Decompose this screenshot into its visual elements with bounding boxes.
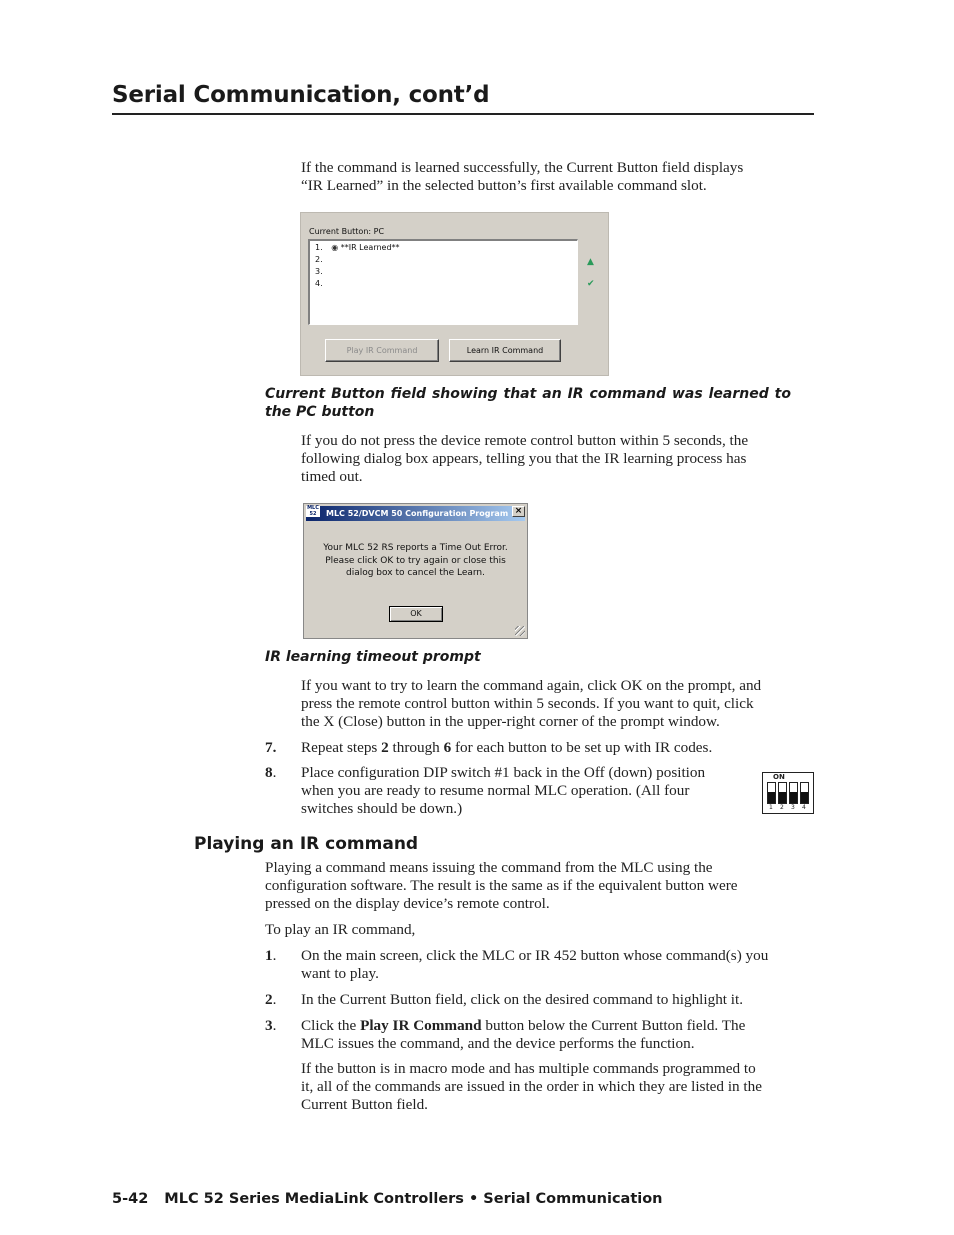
dip-label: 2 xyxy=(780,804,784,811)
dip-switch-3 xyxy=(789,782,798,804)
figure-caption-2: IR learning timeout prompt xyxy=(265,649,481,665)
step-3-number: 3. xyxy=(265,1017,277,1034)
move-up-icon[interactable]: ▲ xyxy=(587,257,594,267)
step-3-text: Click the Play IR Command button below the Current Button field. The MLC issues the command, and the device performs the function. xyxy=(301,1017,746,1052)
step-1-number: 1. xyxy=(265,947,277,964)
dialog-title: MLC 52/DVCM 50 Configuration Program xyxy=(326,509,509,518)
timeout-paragraph: If you do not press the device remote control button within 5 seconds, the following dialog box appears, telling you that the IR learning process has timed out. xyxy=(301,432,749,485)
current-button-screenshot xyxy=(300,212,609,376)
step-8-text: Place configuration DIP switch #1 back in the Off (down) position when you are ready to resume normal MLC operation. (All four switches should be down.) xyxy=(301,764,706,817)
checkmark-icon[interactable]: ✔ xyxy=(587,279,595,289)
dip-on-label: ON xyxy=(773,773,785,781)
footer-text: MLC 52 Series MediaLink Controllers • Serial Communication xyxy=(164,1191,663,1207)
command-list[interactable] xyxy=(308,239,578,325)
page-number: 5-42 xyxy=(112,1191,149,1207)
to-play-paragraph: To play an IR command, xyxy=(265,921,416,938)
section-heading: Playing an IR command xyxy=(194,834,419,854)
intro-paragraph xyxy=(301,159,743,195)
dialog-titlebar xyxy=(306,506,525,521)
ir-learned-value: **IR Learned** xyxy=(340,243,400,252)
timeout-dialog-screenshot xyxy=(303,503,528,639)
dip-switch-illustration xyxy=(762,772,814,814)
dip-switch-2 xyxy=(778,782,787,804)
app-logo: MLC 52 xyxy=(307,505,319,517)
intro-line-2: “IR Learned” in the selected button’s first available command slot. xyxy=(301,177,707,194)
step-1-text: On the main screen, click the MLC or IR 452 button whose command(s) you want to play. xyxy=(301,947,769,982)
step-8-number: 8. xyxy=(265,764,277,781)
dip-label: 4 xyxy=(802,804,806,811)
dip-switch-1 xyxy=(767,782,776,804)
step-7-number: 7. xyxy=(265,739,277,756)
resize-grip-icon[interactable] xyxy=(515,626,525,636)
step-2-text: In the Current Button field, click on the desired command to highlight it. xyxy=(301,991,744,1008)
dip-switch-4 xyxy=(800,782,809,804)
list-item[interactable]: 4. xyxy=(315,279,323,288)
list-item[interactable]: 1. ◉ **IR Learned** xyxy=(315,243,400,252)
figure-caption-1: Current Button field showing that an IR command was learned to the PC button xyxy=(265,386,791,420)
page-footer xyxy=(112,1191,663,1207)
intro-line-1: If the command is learned successfully, the Current Button field displays xyxy=(301,159,744,176)
ir-signal-icon: ◉ xyxy=(331,243,339,252)
section-intro-paragraph: Playing a command means issuing the command from the MLC using the configuration software. The result is the same as if the equivalent button were pressed on the display device’s remote control. xyxy=(265,859,738,912)
dialog-message: Your MLC 52 RS reports a Time Out Error. Please click OK to try again or close this dialog box to cancel the Learn. xyxy=(323,543,508,578)
dip-label: 3 xyxy=(791,804,795,811)
retry-paragraph: If you want to try to learn the command again, click OK on the prompt, and press the remote control button within 5 seconds. If you want to quit, click the X (Close) button in the upper-right corner of the prompt window. xyxy=(301,677,762,730)
current-button-label: Current Button: PC xyxy=(309,227,385,236)
learn-ir-command-button[interactable]: Learn IR Command xyxy=(449,339,561,362)
list-item[interactable]: 2. xyxy=(315,255,323,264)
ok-button[interactable]: OK xyxy=(389,606,443,622)
play-ir-command-button[interactable]: Play IR Command xyxy=(325,339,439,362)
step-2-number: 2. xyxy=(265,991,277,1008)
list-item[interactable]: 3. xyxy=(315,267,323,276)
macro-paragraph: If the button is in macro mode and has multiple commands programmed to it, all of the commands are issued in the order in which they are listed in the Current Button field. xyxy=(301,1060,762,1113)
step-7-text: Repeat steps 2 through 6 for each button to be set up with IR codes. xyxy=(301,739,713,756)
dip-label: 1 xyxy=(769,804,773,811)
title-rule xyxy=(112,113,814,115)
page-title: Serial Communication, cont’d xyxy=(112,82,490,108)
close-icon[interactable]: × xyxy=(512,506,525,517)
